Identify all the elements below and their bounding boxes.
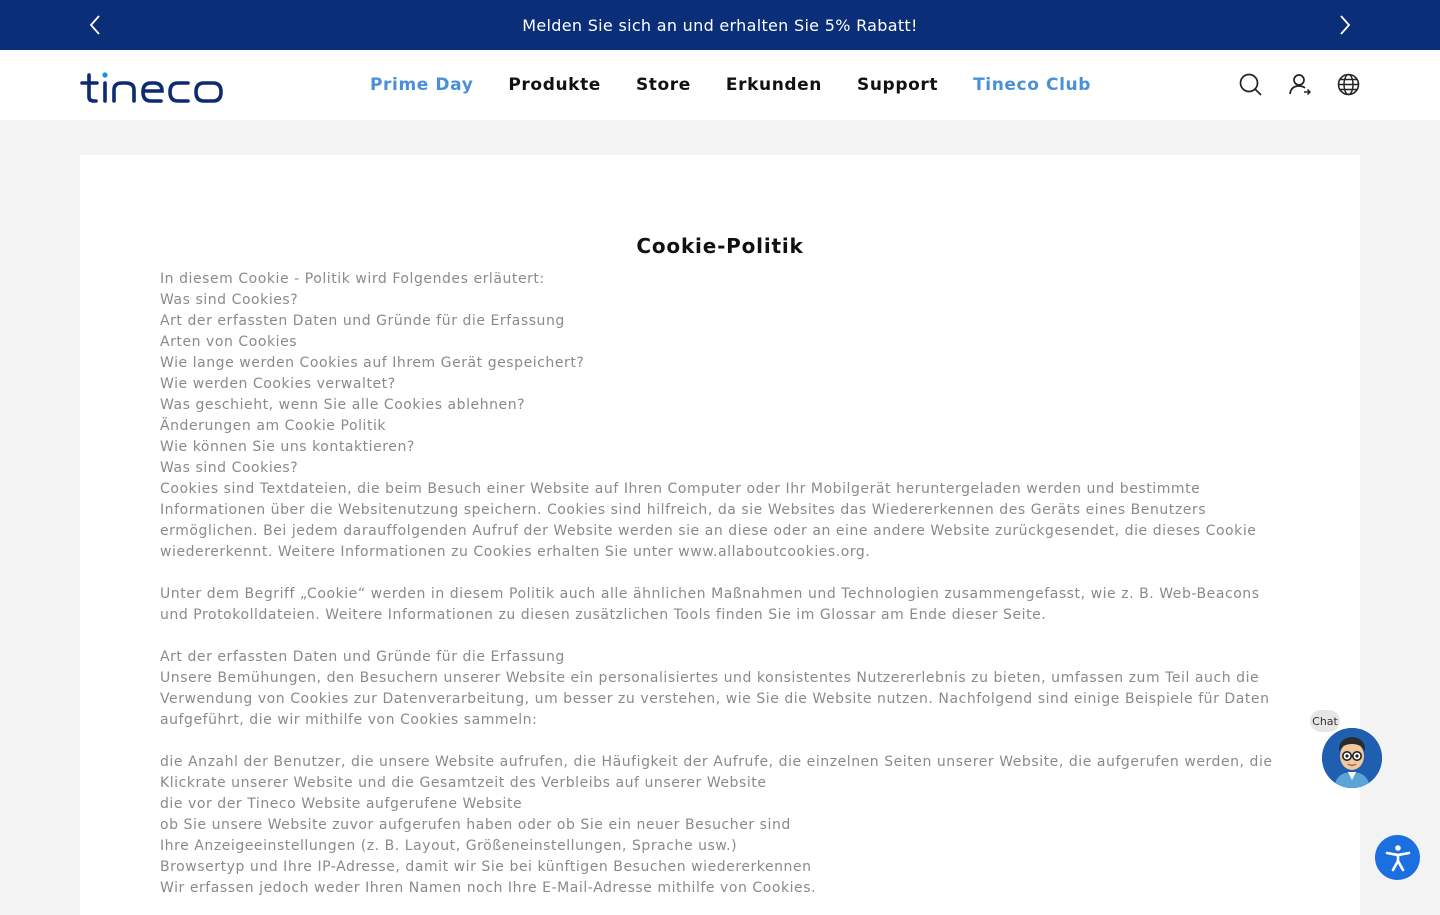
chat-label[interactable]: Chat bbox=[1310, 710, 1340, 732]
nav-item-erkunden[interactable]: Erkunden bbox=[725, 75, 823, 95]
section-heading: Was sind Cookies? bbox=[160, 460, 299, 476]
search-icon[interactable] bbox=[1239, 73, 1262, 96]
list-item: die vor der Tineco Website aufgerufene Website bbox=[160, 796, 523, 812]
nav-item-tineco-club[interactable]: Tineco Club bbox=[973, 75, 1091, 95]
paragraph: Unter dem Begriff „Cookie“ werden in diesem Politik auch alle ähnlichen Maßnahmen und Technologien zusammengefasst, wie z. B. Web-Beacons und Protokolldateien. Weitere Informationen zu diesen zusätzlichen Tools finden Sie im Glossar am Ende dieser Seite. bbox=[160, 586, 1260, 623]
toc-item: Änderungen am Cookie Politik bbox=[160, 418, 387, 434]
toc-item: Arten von Cookies bbox=[160, 334, 298, 350]
logo-wordmark bbox=[80, 70, 242, 104]
section-heading: Art der erfassten Daten und Gründe für die Erfassung bbox=[160, 649, 565, 665]
accessibility-button[interactable] bbox=[1375, 835, 1420, 880]
list-item: Wir erfassen jedoch weder Ihren Namen noch Ihre E-Mail-Adresse mithilfe von Cookies. bbox=[160, 880, 817, 896]
toc-item: Art der erfassten Daten und Gründe für die Erfassung bbox=[160, 313, 565, 329]
nav-item-store[interactable]: Store bbox=[635, 75, 691, 95]
nav-item-support[interactable]: Support bbox=[857, 75, 939, 95]
intro-line: In diesem Cookie - Politik wird Folgendes erläutert: bbox=[160, 271, 545, 287]
chevron-left-icon bbox=[88, 14, 102, 36]
chevron-right-icon bbox=[1338, 14, 1352, 36]
toc-item: Was sind Cookies? bbox=[160, 292, 299, 308]
toc-item: Was geschieht, wenn Sie alle Cookies ablehnen? bbox=[160, 397, 526, 413]
chat-avatar-icon[interactable] bbox=[1322, 728, 1382, 788]
policy-body bbox=[160, 269, 1275, 899]
announcement-prev-button[interactable] bbox=[80, 10, 110, 40]
site-header bbox=[0, 50, 1440, 120]
accessibility-icon bbox=[1383, 843, 1413, 873]
main-nav bbox=[370, 50, 1126, 120]
toc-item: Wie werden Cookies verwaltet? bbox=[160, 376, 396, 392]
paragraph-gap bbox=[160, 626, 1275, 647]
nav-item-prime-day[interactable]: Prime Day bbox=[370, 75, 474, 95]
list-item: die Anzahl der Benutzer, die unsere Website aufrufen, die Häufigkeit der Aufrufe, die einzelnen Seiten unserer Website, die aufgerufen werden, die Klickrate unserer Website und die Gesamtzeit des Verbleibs auf unserer Website bbox=[160, 754, 1273, 791]
nav-item-produkte[interactable]: Produkte bbox=[508, 75, 601, 95]
announcement-text[interactable]: Melden Sie sich an und erhalten Sie 5% Rabatt! bbox=[522, 15, 918, 35]
page-title: Cookie-Politik bbox=[636, 234, 804, 259]
globe-icon[interactable] bbox=[1337, 73, 1360, 96]
list-item: Ihre Anzeigeeinstellungen (z. B. Layout, Größeneinstellungen, Sprache usw.) bbox=[160, 838, 738, 854]
announcement-next-button[interactable] bbox=[1330, 10, 1360, 40]
list-item: ob Sie unsere Website zuvor aufgerufen haben oder ob Sie ein neuer Besucher sind bbox=[160, 817, 791, 833]
policy-content-card bbox=[80, 155, 1360, 915]
toc-item: Wie können Sie uns kontaktieren? bbox=[160, 439, 415, 455]
header-actions bbox=[1239, 73, 1360, 96]
paragraph: Unsere Bemühungen, den Besuchern unserer Website ein personalisiertes und konsistentes Nutzererlebnis zu bieten, umfassen zum Teil auch die Verwendung von Cookies zur Datenverarbeitung, um besser zu verstehen, wie Sie die Website nutzen. Nachfolgend sind einige Beispiele für Daten aufgeführt, die wir mithilfe von Cookies sammeln: bbox=[160, 670, 1270, 728]
announcement-bar bbox=[0, 0, 1440, 50]
paragraph: Cookies sind Textdateien, die beim Besuch einer Website auf Ihren Computer oder Ihr Mobilgerät heruntergeladen werden und bestimmte Informationen über die Websitenutzung speichern. Cookies sind hilfreich, da sie Websites das Wiedererkennen des Geräts eines Benutzers ermöglichen. Bei jedem darauffolgenden Aufruf der Website werden sie an diese oder an eine andere Website zurückgesendet, die dieses Cookie wiedererkennt. Weitere Informationen zu Cookies erhalten Sie unter www.allaboutcookies.org. bbox=[160, 481, 1257, 560]
paragraph-gap bbox=[160, 563, 1275, 584]
account-icon[interactable] bbox=[1288, 73, 1311, 96]
list-item: Browsertyp und Ihre IP-Adresse, damit wir Sie bei künftigen Besuchen wiedererkennen bbox=[160, 859, 812, 875]
toc-item: Wie lange werden Cookies auf Ihrem Gerät gespeichert? bbox=[160, 355, 585, 371]
chat-widget[interactable] bbox=[1308, 708, 1388, 792]
paragraph-gap bbox=[160, 731, 1275, 752]
